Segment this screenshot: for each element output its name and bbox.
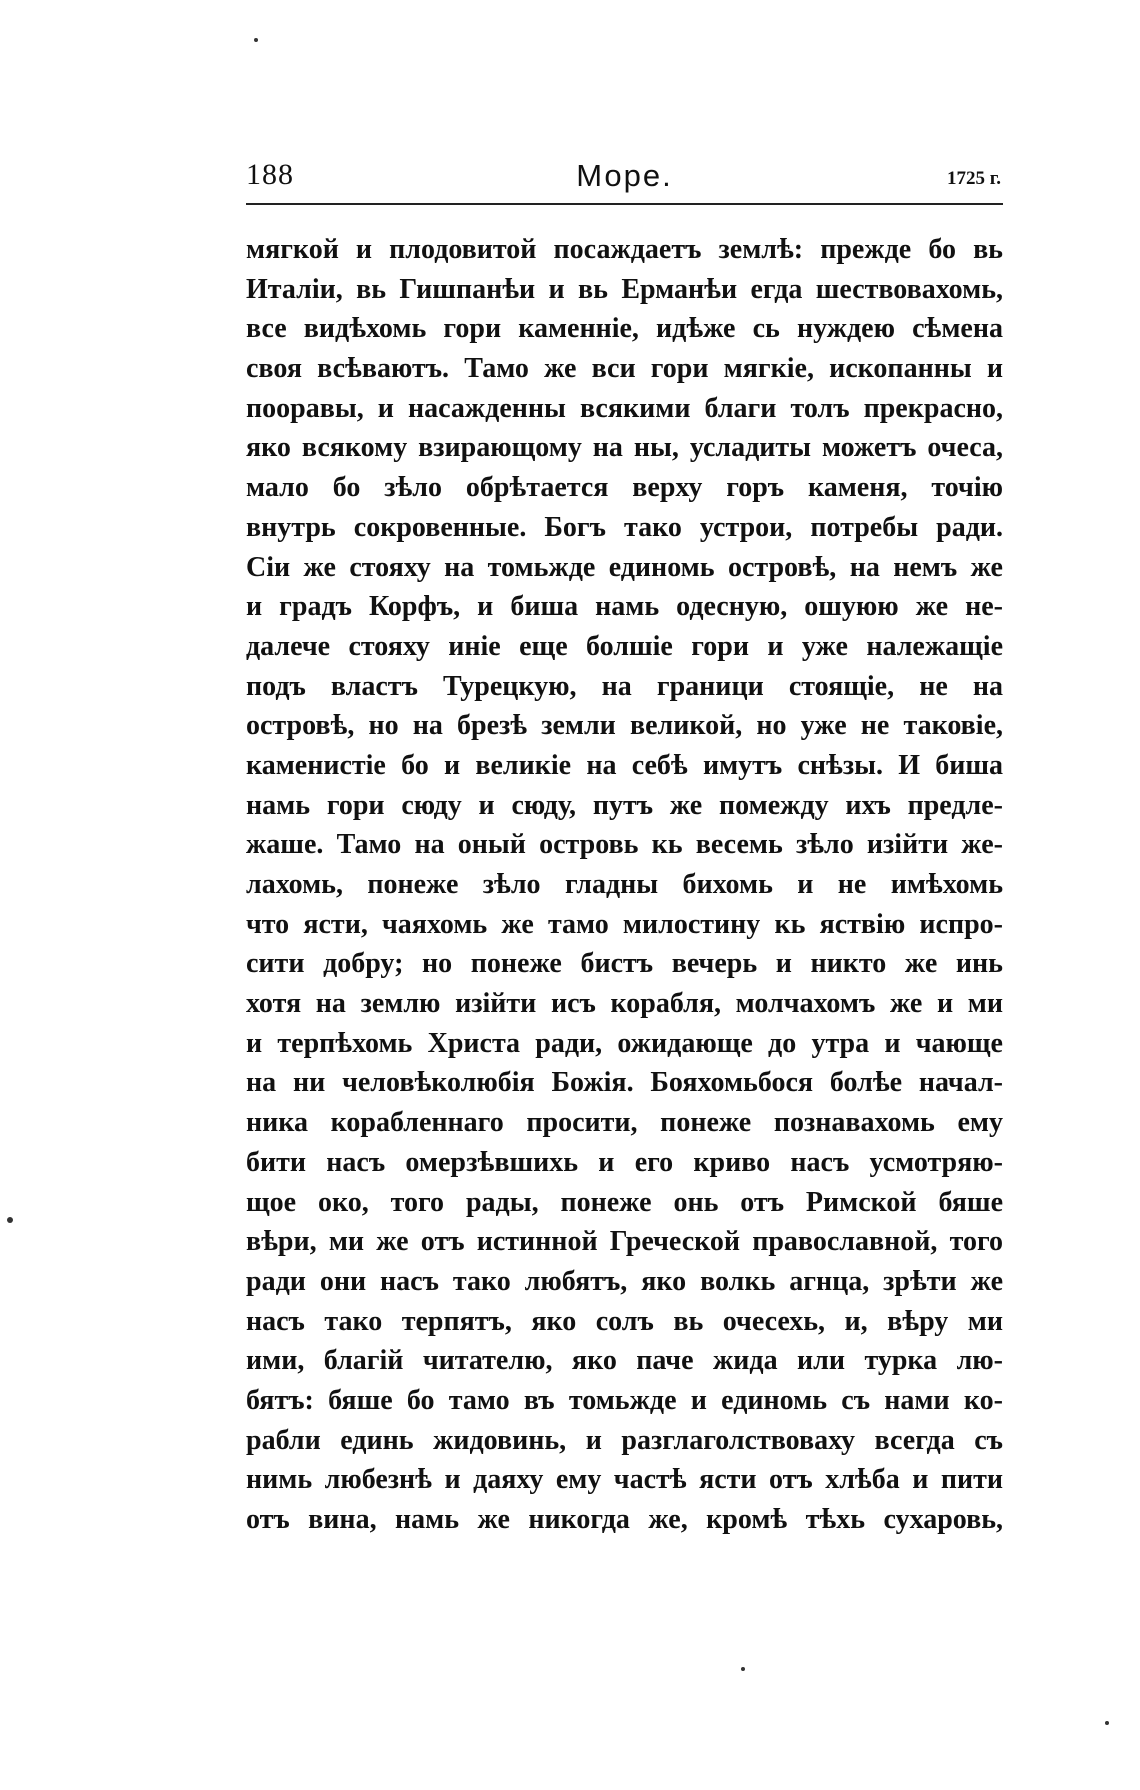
- scan-speck: [1105, 1721, 1109, 1725]
- text-line: что ясти, чаяхомь же тамо милостину кь яствію испро-: [246, 908, 1003, 940]
- body-text: [246, 230, 1003, 1540]
- text-line: на ни человѣколюбія Божія. Бояхомьбося болѣе начал-: [246, 1067, 1003, 1099]
- text-line: и градъ Корфъ, и биша намь одесную, ошуюю же не-: [246, 591, 1003, 623]
- year-label: 1725 г.: [947, 168, 1001, 189]
- text-line: сити добру; но понеже бистъ вечерь и никто же инь: [246, 948, 1003, 980]
- text-line: намь гори сюду и сюду, путъ же помежду ихъ предле-: [246, 789, 1003, 821]
- text-line: рабли единь жидовинь, и разглаголствоваху всегда съ: [246, 1424, 1003, 1456]
- scan-speck: [7, 1217, 13, 1223]
- text-line: все видѣхомь гори каменніе, идѣже сь нуждею сѣмена: [246, 313, 1003, 345]
- text-line: отъ вина, намь же никогда же, кромѣ тѣхь сухаровь,: [246, 1504, 1003, 1535]
- text-line: внутрь сокровенные. Богъ тако устрои, потребы ради.: [246, 511, 1003, 543]
- text-line: насъ тако терпятъ, яко солъ вь очесехь, и, вѣру ми: [246, 1305, 1003, 1337]
- text-line: мягкой и плодовитой посаждаетъ землѣ: прежде бо вь: [246, 234, 1003, 265]
- text-line: ника корабленнаго просити, понеже познавахомь ему: [246, 1107, 1003, 1139]
- text-line: лахомь, понеже зѣло гладны бихомь и не имѣхомь: [246, 869, 1003, 900]
- header-rule: [246, 203, 1003, 205]
- running-head: [246, 158, 1003, 202]
- text-line: вѣри, ми же отъ истинной Греческой православной, того: [246, 1226, 1003, 1258]
- text-line: пооравы, и насажденны всякими благи толъ прекрасно,: [246, 392, 1003, 424]
- text-line: подъ властъ Турецкую, на граници стоящіе, не на: [246, 670, 1003, 702]
- scan-speck: [741, 1667, 745, 1671]
- text-line: хотя на землю изійти исъ корабля, молчахомъ же и ми: [246, 988, 1003, 1020]
- text-line: бити насъ омерзѣвшихь и его криво насъ усмотряю-: [246, 1146, 1003, 1178]
- text-line: каменистіе бо и великіе на себѣ имутъ снѣзы. И биша: [246, 749, 1003, 781]
- text-line: ради они насъ тако любятъ, яко волкь агнца, зрѣти же: [246, 1265, 1003, 1297]
- text-line: мало бо зѣло обрѣтается верху горъ каменя, точію: [246, 472, 1003, 504]
- text-line: щое око, того рады, понеже онь отъ Римской бяше: [246, 1186, 1003, 1218]
- text-line: ими, благій читателю, яко паче жида или турка лю-: [246, 1345, 1003, 1377]
- text-line: бятъ: бяше бо тамо въ томьжде и единомь съ нами ко-: [246, 1384, 1003, 1416]
- text-line: и терпѣхомь Христа ради, ожидающе до утра и чающе: [246, 1027, 1003, 1059]
- page-number: 188: [246, 158, 294, 191]
- text-line: яко всякому взирающому на ны, усладиты можетъ очеса,: [246, 432, 1003, 464]
- text-line: Сіи же стояху на томьжде единомь островѣ, на немъ же: [246, 551, 1003, 583]
- text-line: далече стояху иніе еще болшіе гори и уже належащіе: [246, 630, 1003, 662]
- scan-speck: [254, 38, 258, 42]
- text-line: Италіи, вь Гишпанѣи и вь Ерманѣи егда шествовахомь,: [246, 273, 1003, 305]
- text-line: островѣ, но на брезѣ земли великой, но уже не таковіе,: [246, 710, 1003, 742]
- text-line: нимь любезнѣ и даяху ему частѣ ясти отъ хлѣба и пити: [246, 1464, 1003, 1496]
- running-title: Море.: [576, 158, 673, 193]
- text-line: жаше. Тамо на оный островь кь весемь зѣло изійти же-: [246, 829, 1003, 861]
- text-line: своя всѣваютъ. Тамо же вси гори мягкіе, ископанны и: [246, 353, 1003, 385]
